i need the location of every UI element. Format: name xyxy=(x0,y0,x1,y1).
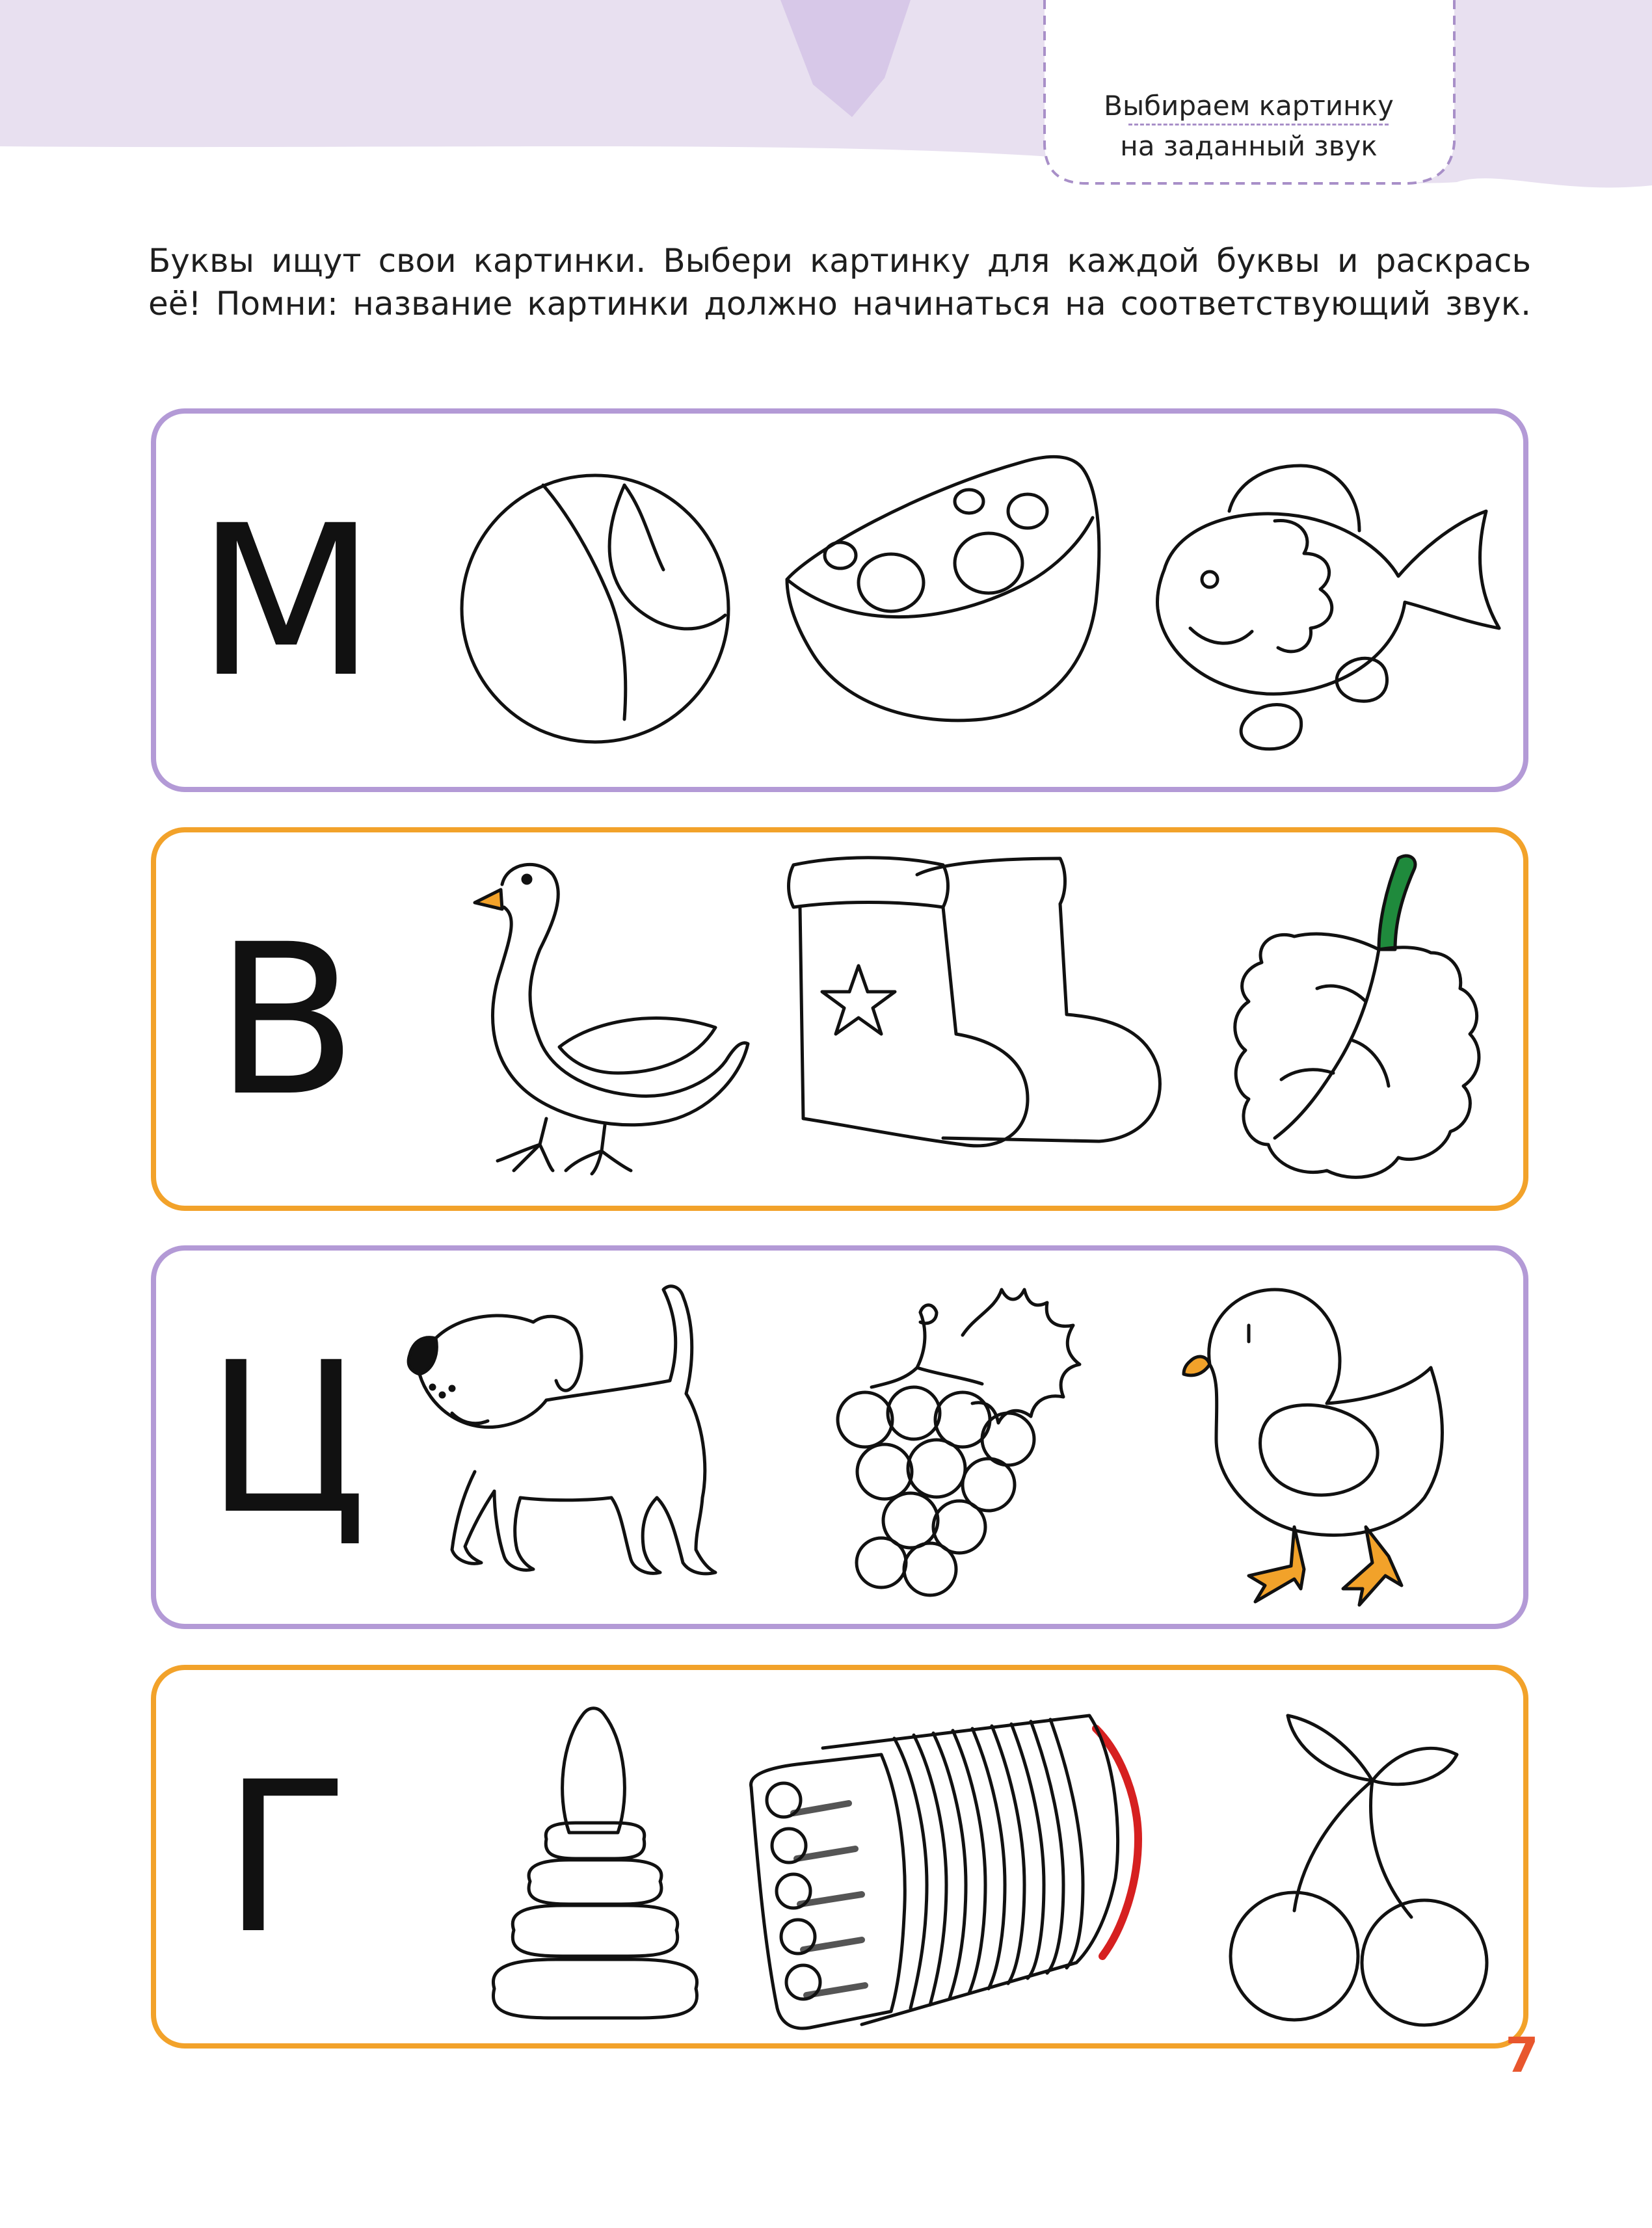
grapes-picture[interactable] xyxy=(806,1251,1132,1634)
page-number: 7 xyxy=(1505,2028,1539,2084)
goose-picture[interactable] xyxy=(468,832,774,1216)
cheese-icon xyxy=(767,414,1125,797)
cherries-icon xyxy=(1197,1670,1522,2054)
letter-row-m xyxy=(151,408,1528,792)
ball-picture[interactable] xyxy=(429,414,767,797)
row-letter: М xyxy=(196,481,377,723)
leaf-icon xyxy=(1203,832,1502,1216)
letter-row-ts xyxy=(151,1245,1528,1629)
dog-icon xyxy=(390,1251,793,1634)
goose-icon xyxy=(468,832,774,1216)
letter-row-v xyxy=(151,827,1528,1211)
fish-picture[interactable] xyxy=(1138,414,1515,797)
accordion-picture[interactable] xyxy=(732,1670,1187,2054)
leaf-picture[interactable] xyxy=(1203,832,1502,1216)
pyramid-toy-icon xyxy=(459,1670,732,2054)
row-letter: Г xyxy=(222,1738,350,1980)
cherries-picture[interactable] xyxy=(1197,1670,1522,2054)
chick-picture[interactable] xyxy=(1164,1251,1509,1634)
chick-icon xyxy=(1164,1251,1509,1634)
topic-title-line2: на заданный звук xyxy=(1120,130,1378,162)
dog-picture[interactable] xyxy=(390,1251,793,1634)
instructions-line1: Буквы ищут свои картинки. Выбери картинку для каждой буквы и раскрась xyxy=(148,242,1531,280)
row-letter: Ц xyxy=(205,1318,367,1560)
felt-boots-icon xyxy=(780,832,1171,1216)
felt-boots-picture[interactable] xyxy=(780,832,1171,1216)
ball-icon xyxy=(429,414,767,797)
cheese-picture[interactable] xyxy=(767,414,1125,797)
grapes-icon xyxy=(806,1251,1132,1634)
fish-icon xyxy=(1138,414,1515,797)
pyramid-toy-picture[interactable] xyxy=(459,1670,732,2054)
instructions xyxy=(148,239,1531,325)
letter-row-g xyxy=(151,1665,1528,2049)
row-letter: В xyxy=(215,900,358,1142)
instructions-line2: её! Помни: название картинки должно начинаться на соответствующий звук. xyxy=(148,285,1531,323)
accordion-icon xyxy=(732,1670,1187,2054)
topic-divider xyxy=(1128,124,1389,126)
topic-title-line1: Выбираем картинку xyxy=(1104,90,1394,122)
